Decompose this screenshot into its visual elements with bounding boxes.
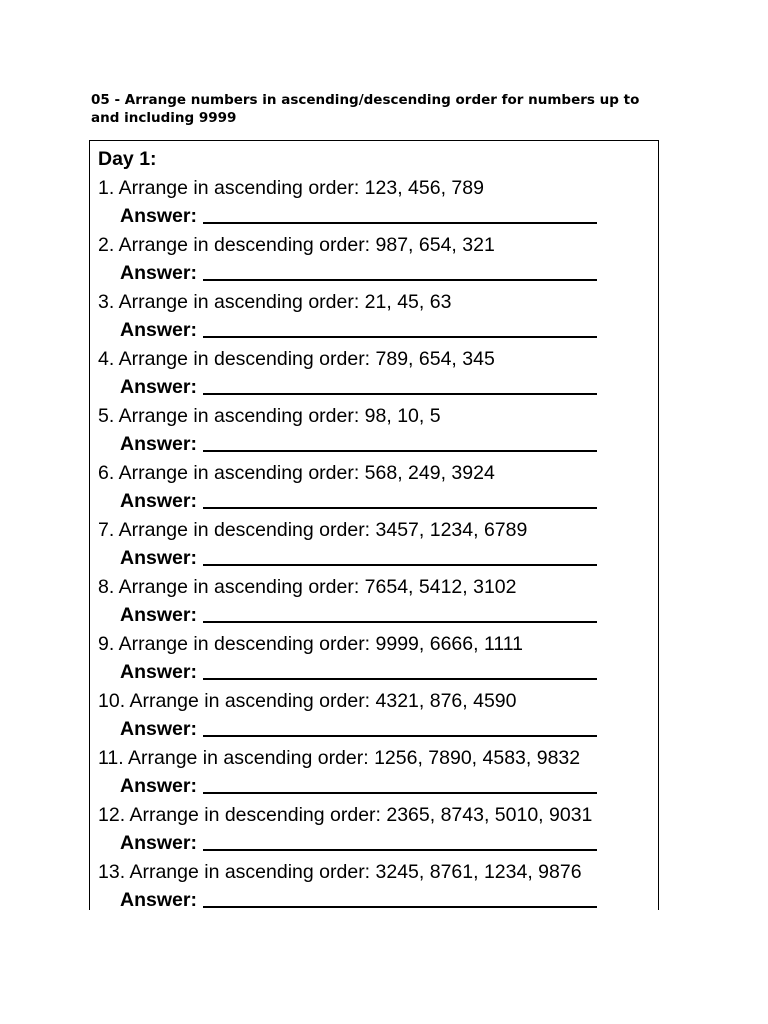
answer-label: Answer: <box>120 433 197 455</box>
question-1 <box>98 174 658 203</box>
answer-blank-line[interactable] <box>203 450 597 452</box>
answer-blank-line[interactable] <box>203 678 597 680</box>
answer-blank-line[interactable] <box>203 222 597 224</box>
question-text: Arrange in ascending order: 1256, 7890, 4583, 9832 <box>128 746 581 769</box>
question-number: 8. <box>98 575 115 598</box>
question-text: Arrange in ascending order: 98, 10, 5 <box>118 404 441 427</box>
answer-row-1 <box>98 202 658 231</box>
answer-label: Answer: <box>120 547 197 569</box>
question-13 <box>98 858 658 887</box>
question-text: Arrange in ascending order: 21, 45, 63 <box>118 290 452 313</box>
day-label: Day 1: <box>98 148 157 170</box>
answer-blank-line[interactable] <box>203 507 597 509</box>
worksheet-heading: 05 - Arrange numbers in ascending/descending order for numbers up to and including 9999 <box>91 92 640 126</box>
question-number: 11. <box>98 746 124 769</box>
question-4 <box>98 345 658 374</box>
answer-row-9 <box>98 658 658 687</box>
question-text: Arrange in descending order: 987, 654, 321 <box>118 233 495 256</box>
answer-blank-line[interactable] <box>203 564 597 566</box>
answer-row-3 <box>98 316 658 345</box>
answer-row-12 <box>98 829 658 858</box>
answer-row-5 <box>98 430 658 459</box>
question-number: 6. <box>98 461 115 484</box>
question-text: Arrange in ascending order: 568, 249, 3924 <box>118 461 495 484</box>
question-text: Arrange in ascending order: 3245, 8761, 1234, 9876 <box>129 860 582 883</box>
answer-label: Answer: <box>120 718 197 740</box>
answer-label: Answer: <box>120 319 197 341</box>
question-7 <box>98 516 658 545</box>
question-5 <box>98 402 658 431</box>
answer-label: Answer: <box>120 205 197 227</box>
answer-row-6 <box>98 487 658 516</box>
question-text: Arrange in descending order: 2365, 8743, 5010, 9031 <box>129 803 593 826</box>
answer-row-2 <box>98 259 658 288</box>
question-12 <box>98 801 658 830</box>
answer-row-7 <box>98 544 658 573</box>
question-number: 4. <box>98 347 115 370</box>
question-number: 1. <box>98 176 115 199</box>
question-text: Arrange in descending order: 789, 654, 345 <box>118 347 495 370</box>
answer-blank-line[interactable] <box>203 849 597 851</box>
question-3 <box>98 288 658 317</box>
worksheet-box <box>89 140 659 910</box>
answer-blank-line[interactable] <box>203 735 597 737</box>
answer-row-13 <box>98 886 658 915</box>
answer-blank-line[interactable] <box>203 336 597 338</box>
answer-label: Answer: <box>120 262 197 284</box>
question-list <box>98 174 658 915</box>
question-text: Arrange in ascending order: 4321, 876, 4590 <box>129 689 517 712</box>
question-text: Arrange in descending order: 3457, 1234, 6789 <box>118 518 528 541</box>
answer-label: Answer: <box>120 832 197 854</box>
answer-label: Answer: <box>120 490 197 512</box>
question-6 <box>98 459 658 488</box>
question-8 <box>98 573 658 602</box>
question-text: Arrange in ascending order: 7654, 5412, 3102 <box>118 575 517 598</box>
answer-blank-line[interactable] <box>203 906 597 908</box>
answer-label: Answer: <box>120 889 197 911</box>
question-9 <box>98 630 658 659</box>
answer-row-4 <box>98 373 658 402</box>
question-text: Arrange in descending order: 9999, 6666, 1111 <box>118 632 523 655</box>
question-number: 10. <box>98 689 126 712</box>
question-2 <box>98 231 658 260</box>
answer-row-8 <box>98 601 658 630</box>
answer-label: Answer: <box>120 775 197 797</box>
question-number: 7. <box>98 518 115 541</box>
question-number: 5. <box>98 404 115 427</box>
answer-row-10 <box>98 715 658 744</box>
answer-label: Answer: <box>120 661 197 683</box>
answer-label: Answer: <box>120 376 197 398</box>
question-11 <box>98 744 658 773</box>
question-number: 13. <box>98 860 126 883</box>
question-10 <box>98 687 658 716</box>
question-number: 3. <box>98 290 115 313</box>
answer-row-11 <box>98 772 658 801</box>
answer-label: Answer: <box>120 604 197 626</box>
answer-blank-line[interactable] <box>203 279 597 281</box>
question-number: 2. <box>98 233 115 256</box>
answer-blank-line[interactable] <box>203 393 597 395</box>
answer-blank-line[interactable] <box>203 621 597 623</box>
question-text: Arrange in ascending order: 123, 456, 789 <box>118 176 484 199</box>
question-number: 12. <box>98 803 126 826</box>
question-number: 9. <box>98 632 115 655</box>
answer-blank-line[interactable] <box>203 792 597 794</box>
